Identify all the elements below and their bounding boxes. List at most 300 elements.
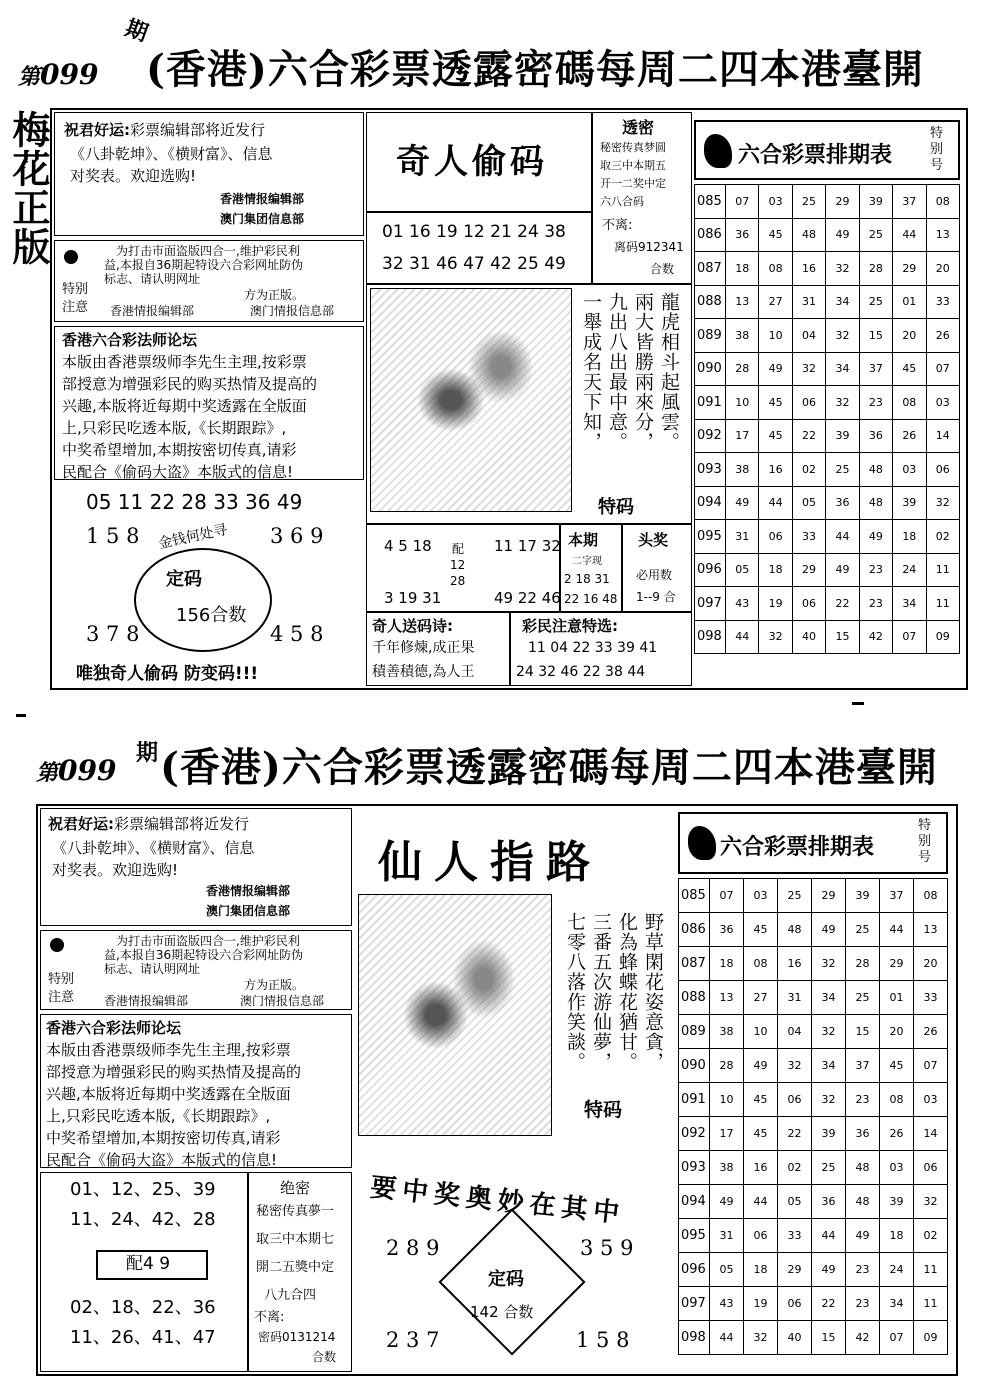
- period-cell: 094: [679, 1185, 710, 1219]
- number-cell: 04: [778, 1015, 812, 1049]
- number-cell: 45: [744, 913, 778, 947]
- number-cell: 32: [778, 1049, 812, 1083]
- corner-tl: 2 8 9: [386, 1236, 440, 1260]
- number-cell: 08: [759, 252, 792, 286]
- dash-mark: [852, 702, 864, 705]
- forum-line: 民配合《偷码大盗》本版式的信息!: [62, 463, 294, 481]
- number-cell: 05: [792, 486, 825, 520]
- number-cell: 20: [880, 1015, 914, 1049]
- number-cell: 03: [880, 1151, 914, 1185]
- greet-line1: 彩票编辑部将近发行: [130, 121, 266, 139]
- number-cell: 37: [893, 185, 926, 219]
- toujiang-l2: 1--9 合: [636, 590, 676, 604]
- heshu-label: 156合数: [176, 605, 247, 626]
- number-cell: 44: [744, 1185, 778, 1219]
- number-cell: 06: [792, 386, 825, 420]
- number-cell: 03: [893, 453, 926, 487]
- special-number-cell: 11: [926, 587, 959, 621]
- number-cell: 24: [880, 1253, 914, 1287]
- forum-line: 本版由香港票级师李先生主理,按彩票: [46, 1041, 291, 1059]
- forum-line: 部授意为增强彩民的购买热情及提高的: [62, 375, 318, 393]
- schedule-row: [679, 1219, 948, 1253]
- number-cell: 23: [859, 386, 892, 420]
- headline: (香港)六合彩票透露密碼每周二四本港臺開: [146, 46, 924, 93]
- number-cell: 31: [792, 285, 825, 319]
- ding-label: 定码: [166, 569, 202, 590]
- pei-r2: 49 22 46: [494, 589, 561, 607]
- schedule-row: [679, 1151, 948, 1185]
- schedule-row: [679, 879, 948, 913]
- greet-org2: 澳门集团信息部: [206, 904, 291, 918]
- qiren-nums2: 32 31 46 47 42 25 49: [382, 254, 566, 274]
- number-cell: 49: [710, 1185, 744, 1219]
- number-cell: 39: [880, 1185, 914, 1219]
- poem-line: 三番五次游仙夢，: [590, 912, 612, 1072]
- number-cell: 08: [744, 947, 778, 981]
- pei-mid-label: 配: [452, 542, 465, 556]
- special-number-cell: 13: [914, 913, 948, 947]
- number-cell: 25: [792, 185, 825, 219]
- greet-line3: 对奖表。欢迎选购!: [70, 167, 197, 185]
- number-cell: 24: [893, 553, 926, 587]
- ding-label: 定码: [488, 1269, 524, 1290]
- toumi-code: 离码912341: [614, 240, 684, 254]
- number-cell: 01: [880, 981, 914, 1015]
- number-cell: 18: [744, 1253, 778, 1287]
- number-cell: 49: [726, 486, 759, 520]
- tebie-label: 特别号: [918, 818, 932, 865]
- number-cell: 43: [726, 587, 759, 621]
- schedule-row: [679, 1049, 948, 1083]
- period-cell: 096: [695, 553, 726, 587]
- period-cell: 092: [679, 1117, 710, 1151]
- period-cell: 085: [695, 185, 726, 219]
- songma-title: 奇人送码诗:: [372, 617, 453, 635]
- number-cell: 23: [859, 587, 892, 621]
- schedule-row: [679, 1083, 948, 1117]
- number-cell: 06: [778, 1287, 812, 1321]
- special-number-cell: 07: [926, 352, 959, 386]
- special-number-cell: 06: [914, 1151, 948, 1185]
- juemi-title: 绝密: [280, 1179, 311, 1197]
- number-cell: 22: [778, 1117, 812, 1151]
- number-cell: 44: [812, 1219, 846, 1253]
- schedule-row: [695, 386, 960, 420]
- immortal-illustration: [358, 894, 552, 1136]
- period-cell: 091: [679, 1083, 710, 1117]
- juemi-line: 秘密传真夢一: [256, 1204, 335, 1219]
- number-cell: 32: [812, 1015, 846, 1049]
- poem-line: 七零八落作笑談。: [564, 912, 586, 1072]
- number-cell: 15: [812, 1321, 846, 1355]
- heshu-label: 142 合数: [470, 1303, 534, 1321]
- period-cell: 089: [679, 1015, 710, 1049]
- number-cell: 34: [880, 1287, 914, 1321]
- schedule-row: [679, 1185, 948, 1219]
- tema-label: 特码: [598, 497, 634, 518]
- special-number-cell: 20: [914, 947, 948, 981]
- number-cell: 36: [846, 1117, 880, 1151]
- number-cell: 17: [710, 1117, 744, 1151]
- arc-text: 要中奖奥妙在其中: [368, 1172, 627, 1230]
- number-cell: 48: [846, 1151, 880, 1185]
- number-cell: 01: [893, 285, 926, 319]
- number-cell: 06: [744, 1219, 778, 1253]
- period-cell: 098: [679, 1321, 710, 1355]
- greet-line2: 《八卦乾坤》、《横财富》、信息: [52, 839, 255, 857]
- number-cell: 07: [710, 879, 744, 913]
- number-cell: 42: [846, 1321, 880, 1355]
- number-cell: 42: [859, 620, 892, 654]
- notice-line4: 方为正版。: [244, 978, 305, 992]
- juemi-code: 密码0131214: [258, 1330, 336, 1344]
- period-cell: 095: [679, 1219, 710, 1253]
- greet-org1: 香港情报编辑部: [220, 192, 305, 206]
- number-cell: 39: [846, 879, 880, 913]
- forum-line: 中奖希望增加,本期按密切传真,请彩: [46, 1129, 281, 1147]
- left-num-line: 11、24、42、28: [70, 1209, 216, 1230]
- side-label: 梅花正版: [6, 110, 51, 266]
- benqi-l2: 22 16 48: [564, 592, 618, 606]
- number-cell: 48: [792, 218, 825, 252]
- tebie-label: 特别号: [930, 126, 944, 173]
- number-cell: 34: [826, 352, 859, 386]
- number-cell: 39: [826, 419, 859, 453]
- headline: (香港)六合彩票透露密碼每周二四本港臺開: [160, 744, 938, 791]
- number-cell: 32: [812, 947, 846, 981]
- number-cell: 48: [846, 1185, 880, 1219]
- notice-line1: 为打击市面盗版四合一,维护彩民利: [116, 934, 300, 948]
- schedule-row: [695, 252, 960, 286]
- xianren-title: 仙人指路: [378, 837, 602, 888]
- special-number-cell: 02: [926, 520, 959, 554]
- number-cell: 29: [826, 185, 859, 219]
- number-cell: 15: [846, 1015, 880, 1049]
- number-cell: 23: [846, 1083, 880, 1117]
- schedule-row: [695, 553, 960, 587]
- greet-org2: 澳门集团信息部: [220, 212, 305, 226]
- dash-mark: [16, 714, 26, 717]
- number-cell: 31: [726, 520, 759, 554]
- number-cell: 05: [710, 1253, 744, 1287]
- period-cell: 096: [679, 1253, 710, 1287]
- number-cell: 07: [893, 620, 926, 654]
- number-cell: 36: [710, 913, 744, 947]
- schedule-table: [694, 184, 960, 654]
- forum-line: 中奖希望增加,本期按密切传真,请彩: [62, 441, 297, 459]
- number-cell: 15: [826, 620, 859, 654]
- greet-label: 祝君好运:: [64, 121, 130, 139]
- schedule-row: [695, 620, 960, 654]
- number-cell: 32: [826, 252, 859, 286]
- forum-title: 香港六合彩法师论坛: [46, 1019, 182, 1037]
- number-cell: 32: [744, 1321, 778, 1355]
- number-cell: 36: [812, 1185, 846, 1219]
- number-cell: 43: [710, 1287, 744, 1321]
- number-cell: 15: [859, 319, 892, 353]
- number-cell: 25: [846, 913, 880, 947]
- period-cell: 086: [679, 913, 710, 947]
- notice-org1: 香港情报编辑部: [104, 994, 189, 1008]
- period-cell: 094: [695, 486, 726, 520]
- forum-title: 香港六合彩法师论坛: [62, 331, 198, 349]
- number-cell: 37: [859, 352, 892, 386]
- number-cell: 18: [759, 553, 792, 587]
- number-cell: 13: [710, 981, 744, 1015]
- number-cell: 08: [893, 386, 926, 420]
- number-cell: 07: [726, 185, 759, 219]
- number-cell: 39: [893, 486, 926, 520]
- number-cell: 37: [846, 1049, 880, 1083]
- pei-label: 配4 9: [126, 1254, 171, 1274]
- greet-line3: 对奖表。欢迎选购!: [52, 861, 179, 879]
- number-cell: 45: [744, 1083, 778, 1117]
- toujiang-title: 头奖: [638, 531, 669, 549]
- schedule-row: [695, 486, 960, 520]
- number-cell: 22: [826, 587, 859, 621]
- number-cell: 25: [826, 453, 859, 487]
- songma-l2: 積善積德,為人王: [372, 664, 475, 680]
- number-cell: 22: [792, 419, 825, 453]
- poem-line: 化為蜂蝶花猶甘。: [616, 912, 638, 1072]
- schedule-title: 六合彩票排期表: [720, 834, 875, 860]
- period-cell: 089: [695, 319, 726, 353]
- number-cell: 28: [859, 252, 892, 286]
- notice-org1: 香港情报编辑部: [110, 304, 195, 318]
- bomb-icon: [50, 938, 64, 952]
- number-cell: 10: [744, 1015, 778, 1049]
- issue-suffix: 期: [121, 14, 152, 47]
- arc-text: 金钱何处寻: [156, 521, 229, 553]
- number-cell: 32: [812, 1083, 846, 1117]
- forum-line: 上,只彩民吃透本版,《长期跟踪》,: [62, 419, 287, 437]
- toumi-buli: 不离:: [602, 218, 633, 233]
- number-cell: 49: [826, 218, 859, 252]
- special-number-cell: 14: [926, 419, 959, 453]
- special-number-cell: 09: [914, 1321, 948, 1355]
- notice-tag1: 特别: [48, 972, 75, 987]
- number-cell: 16: [792, 252, 825, 286]
- number-cell: 06: [778, 1083, 812, 1117]
- number-cell: 23: [846, 1287, 880, 1321]
- number-cell: 27: [744, 981, 778, 1015]
- qiren-nums1: 01 16 19 12 21 24 38: [382, 222, 566, 242]
- number-cell: 03: [759, 185, 792, 219]
- pei-r1: 11 17 32: [494, 537, 561, 555]
- notice-line4: 方为正版。: [244, 288, 305, 302]
- period-cell: 097: [695, 587, 726, 621]
- number-cell: 34: [826, 285, 859, 319]
- number-cell: 39: [859, 185, 892, 219]
- schedule-row: [679, 1015, 948, 1049]
- forum-line: 上,只彩民吃透本版,《长期跟踪》,: [46, 1107, 271, 1125]
- corner-tl: 1 5 8: [86, 524, 140, 548]
- schedule-row: [679, 1287, 948, 1321]
- special-number-cell: 33: [914, 981, 948, 1015]
- number-cell: 06: [759, 520, 792, 554]
- toumi-line: 开一二奖中定: [600, 177, 666, 190]
- issue-number: 第099: [18, 58, 99, 91]
- left-num-line: 11、26、41、47: [70, 1327, 216, 1348]
- number-cell: 23: [846, 1253, 880, 1287]
- special-number-cell: 14: [914, 1117, 948, 1151]
- left-num-line: 01、12、25、39: [70, 1179, 216, 1200]
- benqi-title: 本期: [568, 531, 599, 549]
- number-cell: 18: [893, 520, 926, 554]
- number-cell: 37: [880, 879, 914, 913]
- number-cell: 16: [744, 1151, 778, 1185]
- number-cell: 39: [812, 1117, 846, 1151]
- special-number-cell: 09: [926, 620, 959, 654]
- number-cell: 44: [726, 620, 759, 654]
- pei-mid-nums: 12: [450, 558, 466, 572]
- schedule-row: [695, 285, 960, 319]
- schedule-row: [695, 218, 960, 252]
- juemi-buli: 不离:: [254, 1310, 285, 1325]
- number-cell: 44: [759, 486, 792, 520]
- special-number-cell: 11: [926, 553, 959, 587]
- forum-line: 部授意为增强彩民的购买热情及提高的: [46, 1063, 302, 1081]
- schedule-row: [695, 520, 960, 554]
- period-cell: 088: [679, 981, 710, 1015]
- schedule-row: [695, 419, 960, 453]
- number-cell: 32: [759, 620, 792, 654]
- number-cell: 36: [859, 419, 892, 453]
- number-cell: 02: [778, 1151, 812, 1185]
- schedule-row: [679, 1321, 948, 1355]
- notice-tag1: 特别: [62, 282, 89, 297]
- number-cell: 10: [726, 386, 759, 420]
- number-cell: 18: [880, 1219, 914, 1253]
- corner-br: 4 5 8: [270, 622, 324, 646]
- number-cell: 45: [759, 386, 792, 420]
- number-cell: 49: [826, 553, 859, 587]
- special-number-cell: 06: [926, 453, 959, 487]
- number-cell: 32: [826, 319, 859, 353]
- pei-l2: 3 19 31: [384, 589, 442, 607]
- minzhu-l1: 11 04 22 33 39 41: [528, 640, 658, 656]
- number-cell: 06: [792, 587, 825, 621]
- period-cell: 092: [695, 419, 726, 453]
- number-cell: 38: [710, 1015, 744, 1049]
- number-cell: 49: [859, 520, 892, 554]
- special-number-cell: 03: [926, 386, 959, 420]
- schedule-row: [679, 913, 948, 947]
- number-cell: 45: [759, 218, 792, 252]
- number-cell: 28: [726, 352, 759, 386]
- schedule-row: [679, 1117, 948, 1151]
- period-cell: 097: [679, 1287, 710, 1321]
- notice-line2: 益,本报自36期起特设六合彩网址防伪: [104, 948, 304, 962]
- number-cell: 18: [726, 252, 759, 286]
- minzhu-l2: 24 32 46 22 38 44: [516, 664, 646, 680]
- schedule-row: [695, 352, 960, 386]
- juemi-heshu: 合数: [312, 1350, 337, 1364]
- greet-line1: 彩票编辑部将近发行: [114, 815, 250, 833]
- number-cell: 16: [759, 453, 792, 487]
- period-cell: 090: [679, 1049, 710, 1083]
- period-cell: 098: [695, 620, 726, 654]
- number-cell: 25: [859, 285, 892, 319]
- number-cell: 40: [792, 620, 825, 654]
- period-cell: 091: [695, 386, 726, 420]
- number-cell: 32: [792, 352, 825, 386]
- number-cell: 34: [893, 587, 926, 621]
- number-cell: 25: [859, 218, 892, 252]
- toumi-line: 秘密传真梦圆: [600, 141, 666, 154]
- poem-line: 一舉成名天下知，: [580, 292, 602, 452]
- number-cell: 29: [778, 1253, 812, 1287]
- number-cell: 36: [726, 218, 759, 252]
- number-cell: 02: [792, 453, 825, 487]
- number-cell: 25: [778, 879, 812, 913]
- number-cell: 29: [792, 553, 825, 587]
- special-number-cell: 08: [914, 879, 948, 913]
- slogan: 唯独奇人偷码 防变码!!!: [76, 664, 259, 684]
- number-cell: 20: [893, 319, 926, 353]
- period-cell: 095: [695, 520, 726, 554]
- schedule-table: [678, 878, 948, 1355]
- bomb-icon: [64, 250, 78, 264]
- number-cell: 32: [826, 386, 859, 420]
- number-cell: 07: [880, 1321, 914, 1355]
- number-cell: 13: [726, 285, 759, 319]
- notice-org2: 澳门情报信息部: [240, 994, 325, 1008]
- special-number-cell: 11: [914, 1253, 948, 1287]
- special-number-cell: 03: [914, 1083, 948, 1117]
- number-cell: 27: [759, 285, 792, 319]
- number-cell: 04: [792, 319, 825, 353]
- period-cell: 087: [695, 252, 726, 286]
- period-cell: 093: [679, 1151, 710, 1185]
- forum-line: 民配合《偷码大盗》本版式的信息!: [46, 1151, 278, 1169]
- pei-mid-nums2: 28: [450, 574, 466, 588]
- number-cell: 45: [759, 419, 792, 453]
- period-cell: 086: [695, 218, 726, 252]
- ding-oval: [134, 548, 272, 652]
- number-cell: 22: [812, 1287, 846, 1321]
- number-cell: 23: [859, 553, 892, 587]
- schedule-row: [679, 981, 948, 1015]
- number-cell: 49: [759, 352, 792, 386]
- number-cell: 33: [778, 1219, 812, 1253]
- schedule-row: [695, 587, 960, 621]
- number-cell: 29: [893, 252, 926, 286]
- notice-tag2: 注意: [48, 990, 75, 1005]
- number-cell: 10: [759, 319, 792, 353]
- period-cell: 090: [695, 352, 726, 386]
- qiren-title: 奇人偷码: [396, 142, 548, 182]
- songma-l1: 千年修煉,成正果: [372, 640, 475, 656]
- corner-bl: 2 3 7: [386, 1328, 440, 1352]
- number-cell: 36: [826, 486, 859, 520]
- number-cell: 38: [726, 453, 759, 487]
- special-number-cell: 08: [926, 185, 959, 219]
- special-number-cell: 13: [926, 218, 959, 252]
- special-number-cell: 32: [926, 486, 959, 520]
- number-cell: 44: [893, 218, 926, 252]
- number-cell: 44: [826, 520, 859, 554]
- notice-line3: 标志、请认明网址: [104, 272, 201, 286]
- greet-line2: 《八卦乾坤》、《横财富》、信息: [70, 145, 273, 163]
- number-cell: 45: [893, 352, 926, 386]
- issue-number: 第099: [36, 754, 117, 787]
- juemi-line: 取三中本期七: [256, 1232, 335, 1247]
- poem-line: 兩大皆勝兩來分，: [632, 292, 654, 452]
- number-cell: 40: [778, 1321, 812, 1355]
- special-number-cell: 11: [914, 1287, 948, 1321]
- number-cell: 28: [846, 947, 880, 981]
